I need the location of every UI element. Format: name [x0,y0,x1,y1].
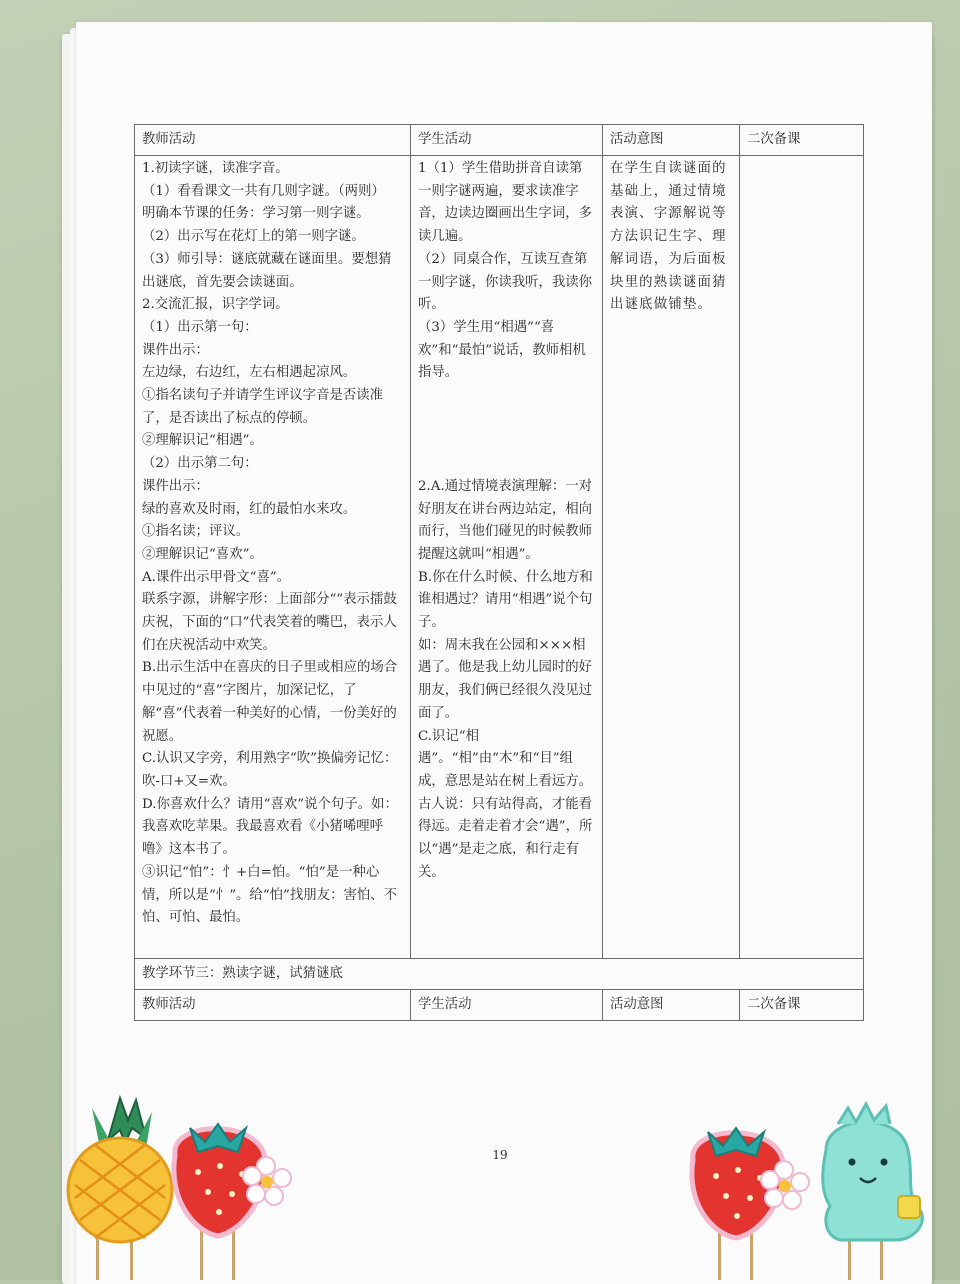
header-teacher-activity: 教师活动 [135,125,411,156]
dinosaur-clip-icon [823,1104,923,1280]
header2-second-preparation: 二次备课 [740,990,864,1021]
section-title: 教学环节三：熟读字谜，试猜谜底 [135,959,864,990]
header2-student-activity: 学生活动 [411,990,603,1021]
student-activity-cell: 1（1）学生借助拼音自读第一则字谜两遍，要求读准字音，边读边圈画出生字词，多读几遍。 （2）同桌合作，互读互查第一则字谜，你读我听，我读你听。 （3）学生用“相遇”“喜欢”和“最怕”说话，教师相机指导。 2.A.通过情境表演理解：一对好朋友在讲台两边站定，相向而行，当他们碰见的时候教师提醒这就叫“相遇”。 B.你在什么时候、什么地方和谁相遇过？请用“相遇”说个句子。 如：周末我在公园和×××相遇了。他是我上幼儿园时的好朋友，我们俩已经很久没见过面了。 C.识记“相遇”。“相”由“木”和“目”组成，意思是站在树上看远方。古人说：只有站得高，才能看得远。走着走着才会“遇”，所以“遇”是走之底，和行走有关。 [411,156,603,959]
header-student-activity: 学生活动 [411,125,603,156]
strawberry-clip-icon [174,1124,291,1280]
header-activity-intent: 活动意图 [603,125,740,156]
activity-intent-cell: 在学生自读谜面的基础上，通过情境表演、字源解说等方法识记生字、理解词语，为后面板块里的熟读谜面猜出谜底做铺垫。 [603,156,740,959]
header2-activity-intent: 活动意图 [603,990,740,1021]
pineapple-clip-icon [68,1098,172,1280]
page-number: 19 [492,1148,508,1162]
teacher-activity-cell: 1.初读字谜，读准字音。 （1）看看课文一共有几则字谜。（两则） 明确本节课的任务：学习第一则字谜。 （2）出示写在花灯上的第一则字谜。 （3）师引导：谜底就藏在谜面里。要想猜出谜底，首先要会读谜面。 2.交流汇报，识字学词。 （1）出示第一句： 课件出示： 左边绿，右边红，左右相遇起凉风。 ①指名读句子并请学生评议字音是否读准了，是否读出了标点的停顿。 ②理解识记“相遇”。 （2）出示第二句： 课件出示： 绿的喜欢及时雨，红的最怕水来攻。 ①指名读；评议。 ②理解识记“喜欢”。 A.课件出示甲骨文“喜”。 联系字源，讲解字形：上面部分“”表示擂鼓庆祝，下面的“口”代表笑着的嘴巴，表示人们在庆祝活动中欢笑。 B.出示生活中在喜庆的日子里或相应的场合中见过的“喜”字图片，加深记忆，了解“喜”代表着一种美好的心情，一份美好的祝愿。 C.认识又字旁，利用熟字“吹”换偏旁记忆：吹-口+又=欢。 D.你喜欢什么？请用“喜欢”说个句子。如：我喜欢吃苹果。我最喜欢看《小猪唏哩呼噜》这本书了。 ③识记“怕”：忄+白=怕。“怕”是一种心情，所以是“忄”。给“怕”找朋友：害怕、不怕、可怕、最怕。 [135,156,411,959]
strawberry-clip-icon [692,1128,809,1280]
header-second-preparation: 二次备课 [740,125,864,156]
header2-teacher-activity: 教师活动 [135,990,411,1021]
